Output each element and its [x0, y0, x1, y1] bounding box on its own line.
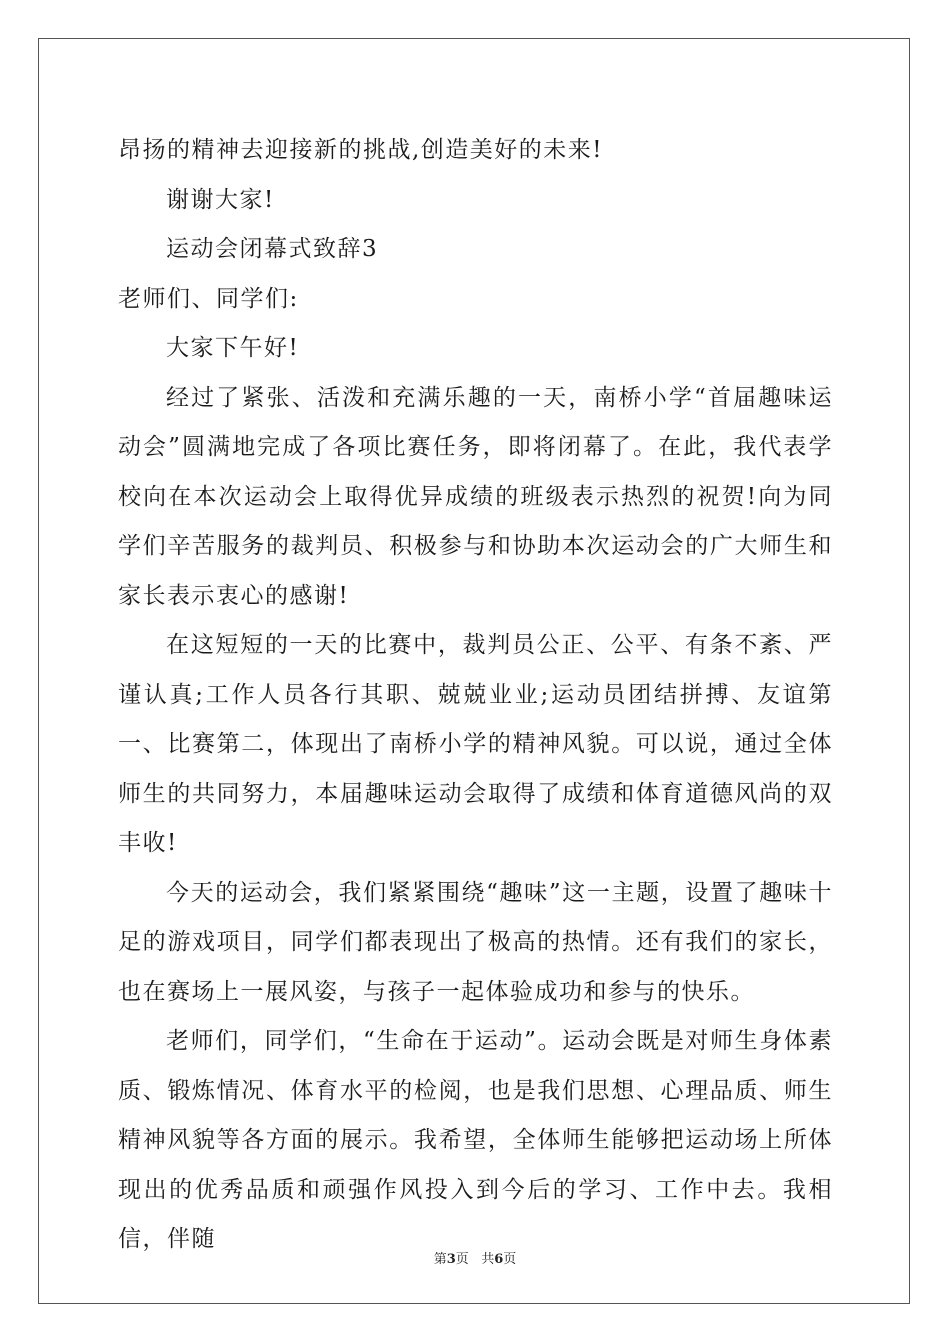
page-suffix: 页 [455, 1252, 469, 1267]
paragraph-1: 昂扬的精神去迎接新的挑战,创造美好的未来! [118, 137, 604, 163]
paragraph-9: 老师们，同学们，“生命在于运动”。运动会既是对师生身体素质、锻炼情况、体育水平的检阅，也是我们思想、心理品质、师生精神风貌等各方面的展示。我希望，全体师生能够把运动场上所体现出的优秀品质和顽强作风投入到今后的学习、工作中去。我相信，伴随 [118, 1028, 833, 1252]
paragraph-2: 谢谢大家! [166, 186, 275, 213]
salutation: 老师们、同学们: [118, 285, 299, 312]
page-number: 3 [446, 1252, 456, 1267]
paragraph-7: 在这短短的一天的比赛中，裁判员公正、公平、有条不紊、严谨认真;工作人员各行其职、兢兢业业;运动员团结拼搏、友谊第一、比赛第二，体现出了南桥小学的精神风貌。可以说，通过全体师生的共同努力，本届趣味运动会取得了成绩和体育道德风尚的双丰收! [118, 632, 833, 856]
total-pages: 6 [494, 1252, 504, 1267]
total-prefix: 共 [481, 1252, 495, 1267]
paragraph-8: 今天的运动会，我们紧紧围绕“趣味”这一主题，设置了趣味十足的游戏项目，同学们都表现出了极高的热情。还有我们的家长，也在赛场上一展风姿，与孩子一起体验成功和参与的快乐。 [118, 879, 833, 1005]
document-body [118, 126, 833, 1265]
greeting: 大家下午好! [166, 335, 300, 361]
total-suffix: 页 [503, 1252, 517, 1267]
page-footer [0, 1248, 950, 1267]
page-prefix: 第 [433, 1252, 447, 1267]
paragraph-6: 经过了紧张、活泼和充满乐趣的一天，南桥小学“首届趣味运动会”圆满地完成了各项比赛任务，即将闭幕了。在此，我代表学校向在本次运动会上取得优异成绩的班级表示热烈的祝贺!向为同学们辛苦服务的裁判员、积极参与和协助本次运动会的广大师生和家长表示衷心的感谢! [118, 384, 833, 609]
section-heading: 运动会闭幕式致辞3 [166, 236, 379, 262]
